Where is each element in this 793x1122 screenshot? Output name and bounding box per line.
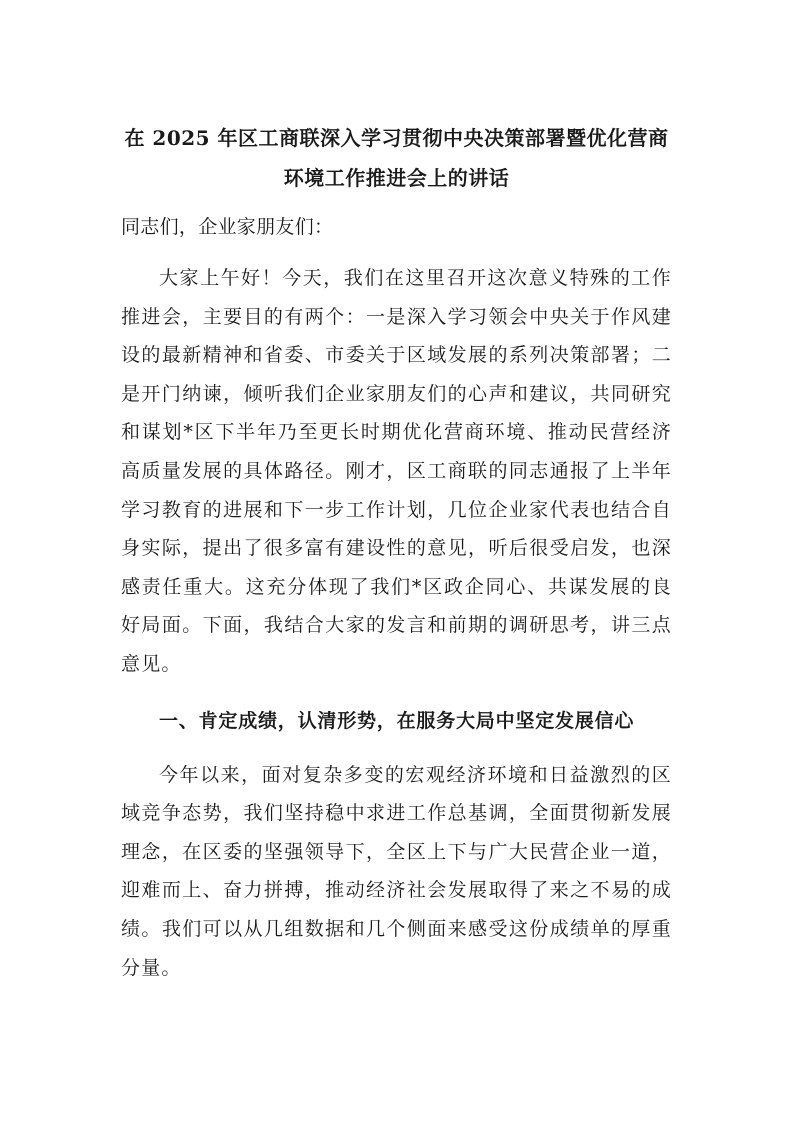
title-line-1: 在 2025 年区工商联深入学习贯彻中央决策部署暨优化营商 [124,126,669,150]
document-title [121,118,672,198]
salutation: 同志们，企业家朋友们： [121,216,334,238]
section-heading-1: 一、肯定成绩，认清形势，在服务大局中坚定发展信心 [159,709,635,732]
paragraph-section-1: 今年以来，面对复杂多变的宏观经济环境和日益激烈的区域竞争态势，我们坚持稳中求进工作总基调，全面贯彻新发展理念，在区委的坚强领导下，全区上下与广大民营企业一道，迎难而上、奋力拼搏，推动经济社会发展取得了来之不易的成绩。我们可以从几组数据和几个侧面来感受这份成绩单的厚重分量。 [121,763,672,979]
document-body [121,118,672,987]
paragraph-opening: 大家上午好！今天，我们在这里召开这次意义特殊的工作推进会，主要目的有两个：一是深入学习领会中央关于作风建设的最新精神和省委、市委关于区域发展的系列决策部署；二是开门纳谏，倾听我们企业家朋友们的心声和建议，共同研究和谋划*区下半年乃至更长时期优化营商环境、推动民营经济高质量发展的具体路径。刚才，区工商联的同志通报了上半年学习教育的进展和下一步工作计划，几位企业家代表也结合自身实际，提出了很多富有建设性的意见，听后很受启发，也深感责任重大。这充分体现了我们*区政企同心、共谋发展的良好局面。下面，我结合大家的发言和前期的调研思考，讲三点意见。 [121,267,672,675]
title-line-2: 环境工作推进会上的讲话 [283,166,510,190]
